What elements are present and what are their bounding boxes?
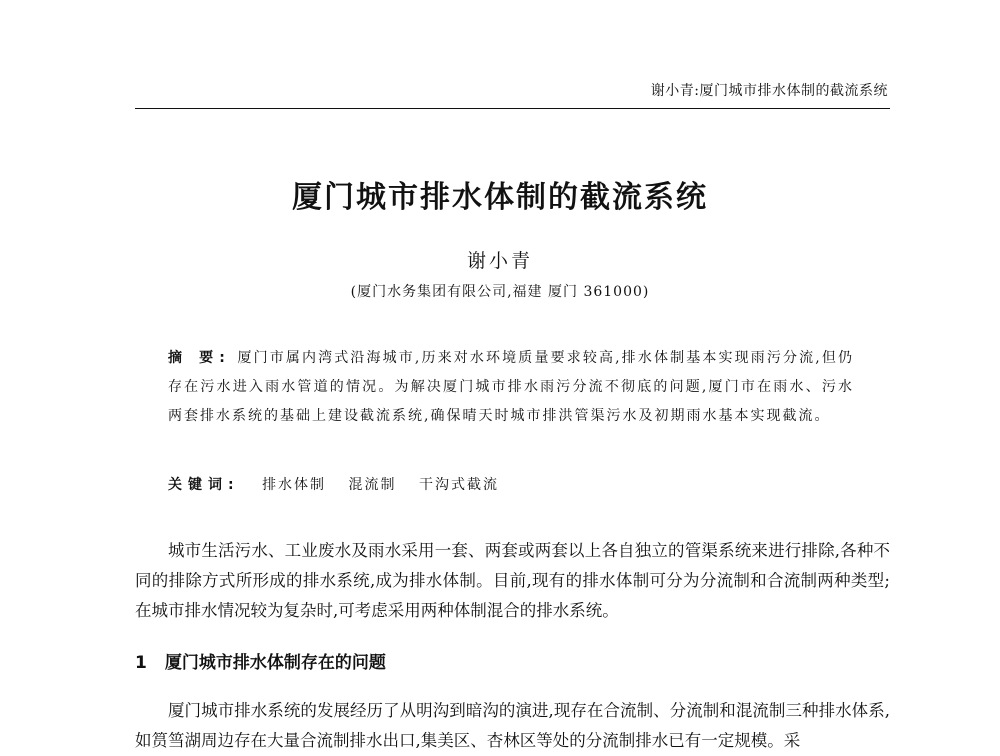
section-paragraph: 厦门城市排水系统的发展经历了从明沟到暗沟的演进,现存在合流制、分流制和混流制三种排水体系,如筼筜湖周边存在大量合流制排水出口,集美区、杏林区等处的分流制排水已有一定规模。采: [135, 701, 890, 750]
author-name: 谢小青: [466, 250, 533, 272]
header-divider: [135, 108, 890, 109]
keyword-item: 干沟式截流: [418, 477, 499, 493]
abstract-text: 厦门市属内湾式沿海城市,历来对水环境质量要求较高,排水体制基本实现雨污分流,但仍存在污水进入雨水管道的情况。为解决厦门城市排水雨污分流不彻底的问题,厦门市在雨水、污水两套排水系统的基础上建设截流系统,确保晴天时城市排洪管渠污水及初期雨水基本实现截流。: [168, 350, 854, 424]
keywords: [168, 474, 499, 494]
keyword-item: 排水体制: [262, 477, 327, 493]
section-heading: [135, 648, 386, 673]
keyword-item: 混流制: [348, 477, 397, 493]
author-affiliation: (厦门水务集团有限公司,福建 厦门 361000): [350, 284, 650, 300]
section-number: 1: [135, 653, 147, 673]
running-header: 谢小青:厦门城市排水体制的截流系统: [650, 83, 888, 99]
paper-title: 厦门城市排水体制的截流系统: [292, 180, 708, 215]
intro-paragraph: 城市生活污水、工业废水及雨水采用一套、两套或两套以上各自独立的管渠系统来进行排除,各种不同的排除方式所形成的排水系统,成为排水体制。目前,现有的排水体制可分为分流制和合流制两种类型;在城市排水情况较为复杂时,可考虑采用两种体制混合的排水系统。: [135, 541, 890, 620]
abstract-label: 摘 要:: [168, 350, 231, 366]
keywords-label: 关键词:: [168, 477, 240, 493]
section-title: 厦门城市排水体制存在的问题: [164, 653, 386, 673]
abstract: [168, 344, 854, 431]
